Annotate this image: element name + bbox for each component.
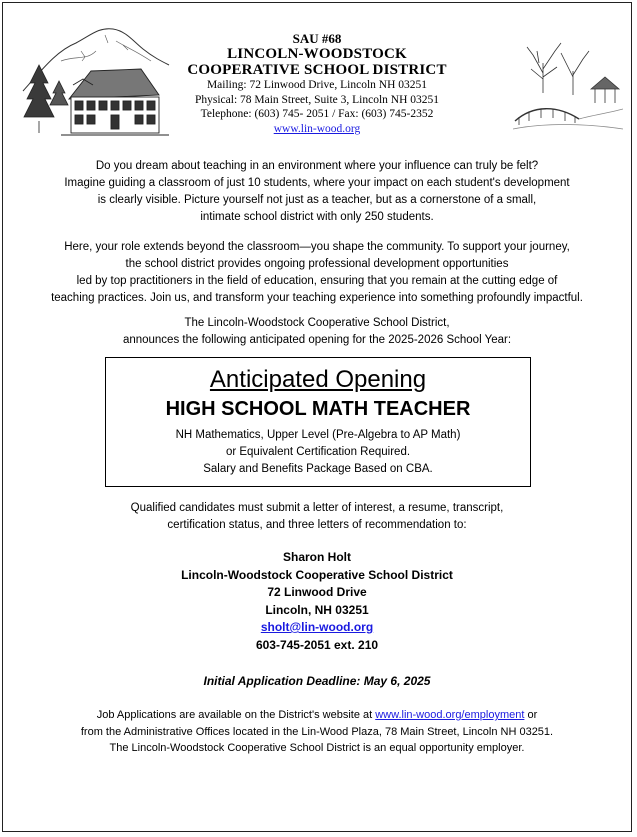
sau-number: SAU #68 <box>292 31 342 46</box>
opening-box <box>105 357 531 487</box>
district-header <box>3 31 631 136</box>
flyer-page <box>2 2 632 832</box>
mailing-address: Mailing: 72 Linwood Drive, Lincoln NH 03251 <box>206 79 428 91</box>
opening-heading: Anticipated Opening <box>209 366 427 393</box>
contact-city: Lincoln, NH 03251 <box>265 602 369 617</box>
physical-address: Physical: 78 Main Street, Suite 3, Lincoln NH 03251 <box>194 93 440 106</box>
contact-block <box>3 549 631 654</box>
salary-line: Salary and Benefits Package Based on CBA. <box>203 463 433 475</box>
footer-line-1 <box>3 707 631 724</box>
footer-line-3: The Lincoln-Woodstock Cooperative School District is an equal opportunity employer. <box>109 742 525 754</box>
district-website-link[interactable]: www.lin-wood.org <box>273 122 361 135</box>
intro-paragraph <box>3 158 631 226</box>
announcement-line: The Lincoln-Woodstock Cooperative School District, <box>184 317 450 329</box>
community-line: the school district provides ongoing professional development opportunities <box>125 258 509 270</box>
requirements-line: certification status, and three letters of recommendation to: <box>167 519 467 531</box>
position-title: HIGH SCHOOL MATH TEACHER <box>165 398 471 420</box>
intro-line: is clearly visible. Picture yourself not just as a teacher, but as a cornerstone of a small, <box>97 194 537 206</box>
footer-text: Job Applications are available on the District's website at <box>96 709 376 721</box>
certification-line: NH Mathematics, Upper Level (Pre-Algebra to AP Math) <box>175 429 461 441</box>
community-line: Here, your role extends beyond the classroom—you shape the community. To support your journey, <box>64 241 570 253</box>
requirements-line: Qualified candidates must submit a letter of interest, a resume, transcript, <box>130 502 504 514</box>
footer-line-2: from the Administrative Offices located in the Lin-Wood Plaza, 78 Main Street, Lincoln NH 03251. <box>80 725 554 738</box>
announcement-paragraph <box>3 315 631 349</box>
intro-line: Do you dream about teaching in an environment where your influence can truly be felt? <box>95 160 539 172</box>
contact-name: Sharon Holt <box>283 550 351 564</box>
intro-line: Imagine guiding a classroom of just 10 students, where your impact on each student's development <box>64 177 570 189</box>
employment-link[interactable]: www.lin-wood.org/employment <box>375 709 525 721</box>
contact-organization: Lincoln-Woodstock Cooperative School District <box>181 567 453 582</box>
announcement-line: announces the following anticipated opening for the 2025-2026 School Year: <box>122 334 512 346</box>
district-name-line2: COOPERATIVE SCHOOL DISTRICT <box>187 62 447 78</box>
application-deadline: Initial Application Deadline: May 6, 2025 <box>203 674 431 688</box>
requirements-paragraph <box>3 500 631 534</box>
community-line: led by top practitioners in the field of education, ensuring that you remain at the cutting edge of <box>76 275 558 287</box>
community-paragraph <box>3 239 631 307</box>
contact-phone: 603-745-2051 ext. 210 <box>255 637 379 652</box>
footer-text: or <box>524 709 538 721</box>
telephone-fax: Telephone: (603) 745- 2051 / Fax: (603) 745-2352 <box>200 108 434 120</box>
footer-paragraph <box>3 707 631 757</box>
certification-line: or Equivalent Certification Required. <box>225 446 411 458</box>
contact-email-link[interactable]: sholt@lin-wood.org <box>260 620 374 634</box>
community-line: teaching practices. Join us, and transform your teaching experience into something profoundly impactful. <box>51 292 583 304</box>
district-name-line1: LINCOLN-WOODSTOCK <box>227 46 407 62</box>
intro-line: intimate school district with only 250 students. <box>200 211 434 223</box>
contact-street: 72 Linwood Drive <box>267 585 367 599</box>
